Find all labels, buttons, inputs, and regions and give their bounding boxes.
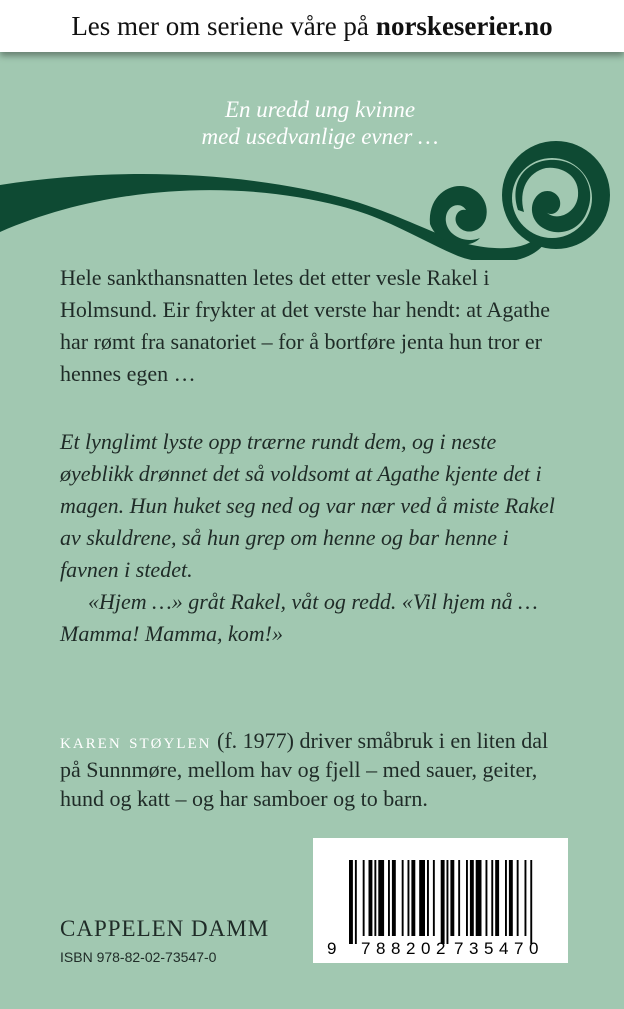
excerpt-paragraph: Et lynglimt lyste opp trærne rundt dem, og i neste øyeblikk drønnet det så voldsomt at Agathe kjente det i magen. Hun huket seg ned og var nær ved å miste Rakel av skuldrene, så hun grep om henne og bar henne i favnen i stedet. <box>60 429 555 582</box>
barcode-bar <box>433 860 435 936</box>
barcode-bar <box>517 860 519 936</box>
barcode-digit: 7 <box>361 939 371 958</box>
barcode-bar <box>505 860 507 936</box>
tagline-line-1: En uredd ung kvinne <box>224 97 416 122</box>
series-website-link[interactable]: norskeserier.no <box>375 10 553 41</box>
barcode-bar <box>447 860 449 944</box>
isbn-text: ISBN 978-82-02-73547-0 <box>60 949 217 965</box>
barcode-bar <box>388 860 390 936</box>
barcode-bar <box>374 860 376 936</box>
barcode-bar <box>470 860 474 936</box>
book-excerpt <box>60 426 560 650</box>
barcode-bar <box>441 860 445 944</box>
barcode-bar <box>491 860 493 936</box>
author-name: karen støylen <box>60 728 212 753</box>
back-cover-blurb: Hele sankthansnatten letes det etter vesle Rakel i Holmsund. Eir frykter at det verste har hendt: at Agathe har rømt fra sanatoriet – for å bortføre jenta hun tror er hennes egen … <box>60 265 550 386</box>
barcode-bar <box>369 860 373 936</box>
barcode-bar <box>509 860 513 936</box>
tagline-line-2: med usedvanlige evner … <box>201 124 439 149</box>
banner-text: Les mer om seriene våre på <box>71 10 369 41</box>
barcode-bar <box>525 860 527 936</box>
author-bio-text: (f. 1977) driver småbruk i en liten dal på Sunnmøre, mellom hav og fjell – med sauer, geiter, hund og katt – og har samboer og to barn. <box>60 728 549 811</box>
barcode-bar <box>378 860 384 936</box>
barcode-bar <box>419 860 425 936</box>
barcode-bar <box>402 860 404 936</box>
barcode-digit: 7 <box>514 939 524 958</box>
barcode-digit: 4 <box>499 939 509 958</box>
barcode-bar <box>408 860 410 936</box>
barcode-bar <box>450 860 454 936</box>
barcode-digit: 2 <box>406 939 416 958</box>
barcode-digit: 9 <box>327 939 337 958</box>
barcode-digit: 8 <box>391 939 401 958</box>
barcode-digit: 8 <box>376 939 386 958</box>
author-bio <box>60 726 560 813</box>
barcode-graphic <box>313 838 568 963</box>
barcode-bar <box>530 860 532 944</box>
barcode-bar <box>392 860 396 936</box>
barcode-bar <box>427 860 429 936</box>
barcode-bar <box>486 860 488 936</box>
barcode-digit: 2 <box>436 939 446 958</box>
swirl-ornament <box>0 140 624 260</box>
barcode-bar <box>349 860 353 944</box>
series-banner[interactable] <box>0 0 624 52</box>
barcode-digit: 3 <box>469 939 479 958</box>
barcode-bar <box>458 860 460 936</box>
barcode <box>313 838 568 963</box>
barcode-bar <box>355 860 357 944</box>
barcode-digit: 0 <box>421 939 431 958</box>
barcode-bar <box>411 860 415 936</box>
barcode-bar <box>466 860 468 936</box>
excerpt-quote: «Hjem …» gråt Rakel, våt og redd. «Vil hjem nå … Mamma! Mamma, kom!» <box>60 589 538 646</box>
publisher-logo: CAPPELEN DAMM <box>60 916 270 941</box>
barcode-digit: 5 <box>484 939 494 958</box>
barcode-bar <box>363 860 365 936</box>
barcode-digit: 0 <box>529 939 539 958</box>
barcode-digit: 7 <box>454 939 464 958</box>
barcode-bar <box>476 860 482 936</box>
barcode-bar <box>495 860 499 936</box>
